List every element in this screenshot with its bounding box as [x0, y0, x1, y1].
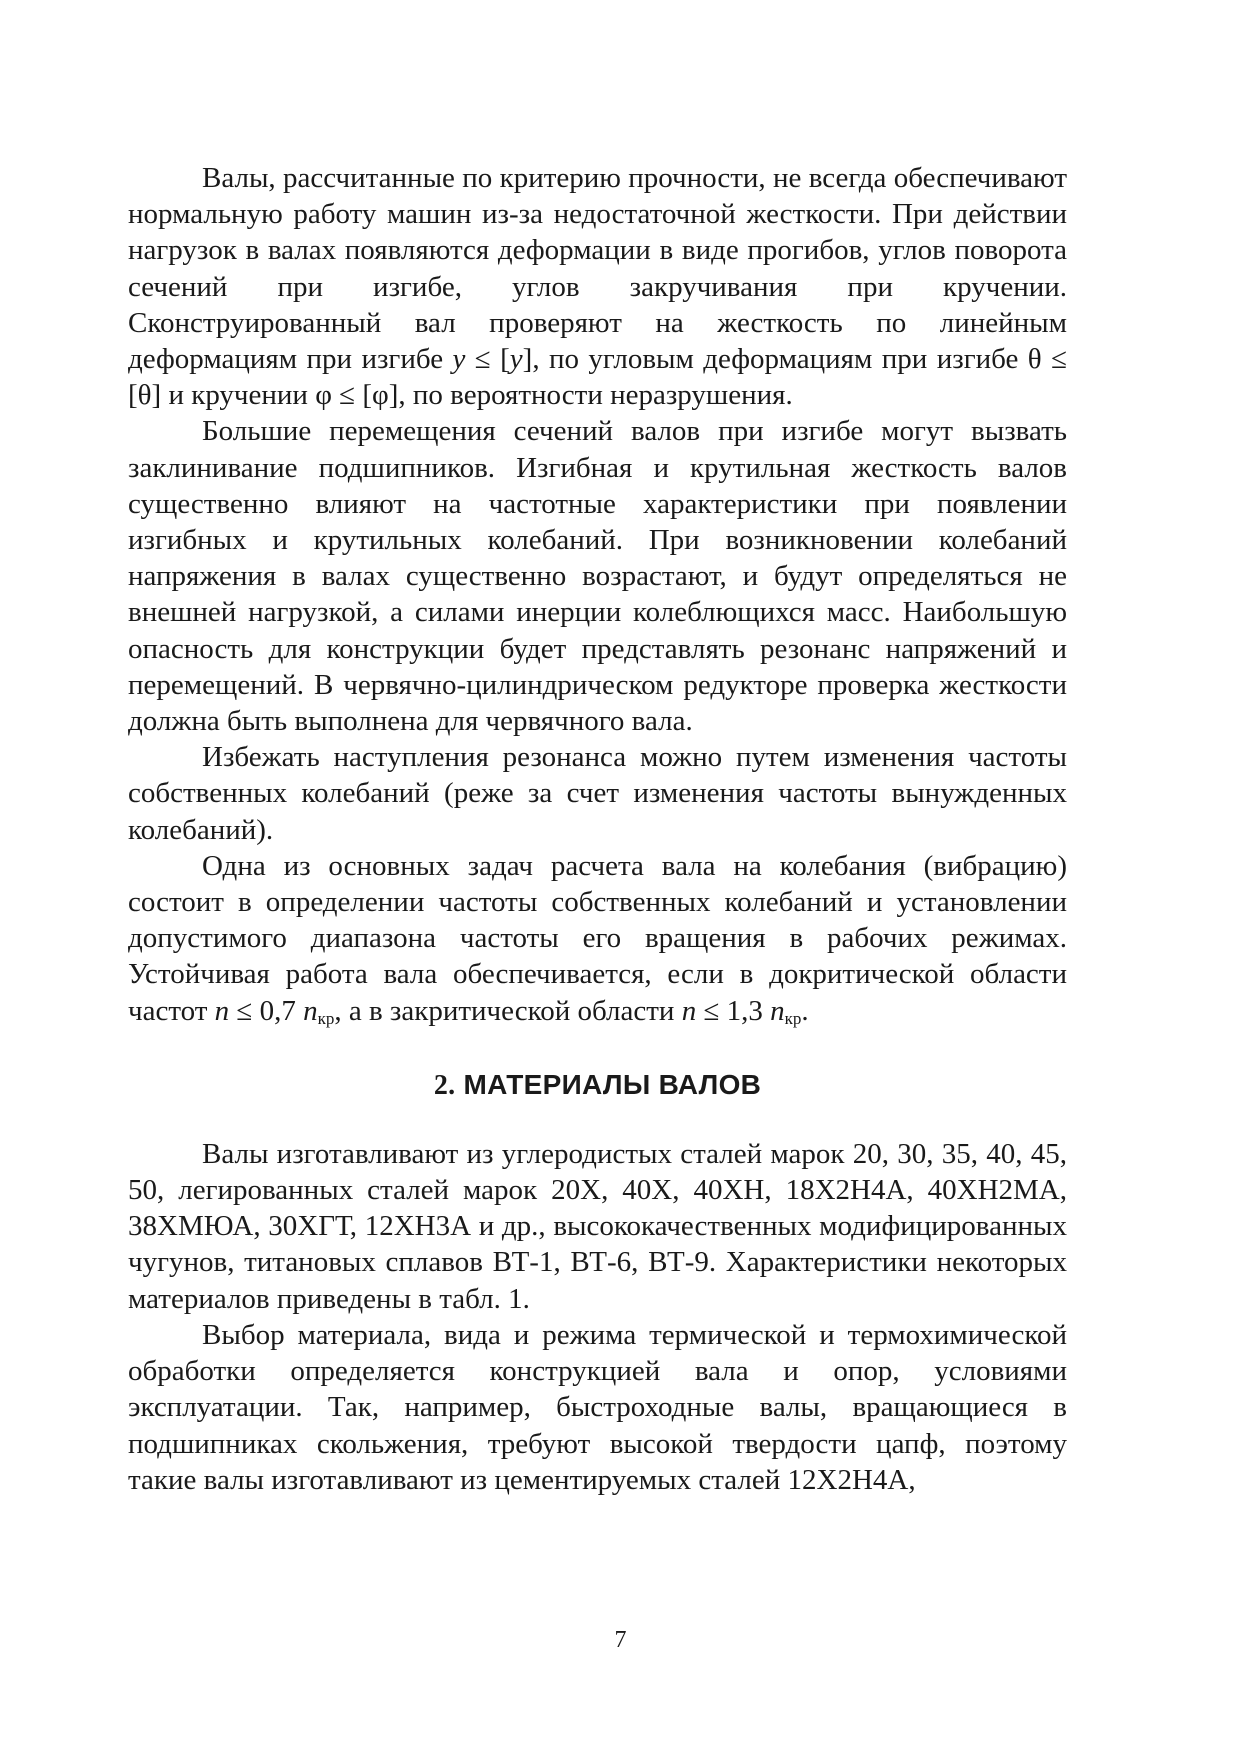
section-title: МАТЕРИАЛЫ ВАЛОВ [463, 1068, 762, 1100]
paragraph-4: Одна из основных задач расчета вала на колебания (вибрацию) состоит в определении частоты собственных колебаний и установлении допустимого диапазона частоты его вращения в рабочих режимах. Устойчивая работа вала обеспечивается, если в докритической области частот n ≤ 0,7 $n_{кр}$, а в закритической области n ≤ 1,3 $n_{кр}$. [128, 849, 1067, 1028]
paragraph-1: Валы, рассчитанные по критерию прочности, не всегда обеспечивают нормальную работу машин из-за недостаточной жесткости. При действии нагрузок в валах появляются деформации в виде прогибов, углов поворота сечений при изгибе, углов закручивания при кручении. Сконструированный вал проверяют на жесткость по линейным деформациям при изгибе y ≤ [y], по угловым деформациям при изгибе θ ≤ [θ] и кручении φ ≤ [φ], по вероятности неразрушения. [128, 162, 1067, 412]
page-number: 7 [614, 1627, 627, 1653]
paragraph-3: Избежать наступления резонанса можно путем изменения частоты собственных колебаний (реже за счет изменения частоты вынужденных колебаний). [128, 741, 1067, 846]
paragraph-6: Выбор материала, вида и режима термической и термохимической обработки определяется конструкцией вала и опор, условиями эксплуатации. Так, например, быстроходные валы, вращающиеся в подшипниках скольжения, требуют высокой твердости цапф, поэтому такие валы изготавливают из цементируемых сталей 12Х2Н4А, [128, 1318, 1067, 1496]
paragraph-5: Валы изготавливают из углеродистых сталей марок 20, 30, 35, 40, 45, 50, легированных сталей марок 20Х, 40Х, 40ХН, 18Х2Н4А, 40ХН2МА, 38ХМЮА, 30ХГТ, 12ХН3А и др., высококачественных модифицированных чугунов, титановых сплавов ВТ-1, ВТ-6, ВТ-9. Характеристики некоторых материалов приведены в табл. 1. [128, 1137, 1067, 1315]
paragraph-2: Большие перемещения сечений валов при изгибе могут вызвать заклинивание подшипников. Изгибная и крутильная жесткость валов существенно влияют на частотные характеристики при появлении изгибных и крутильных колебаний. При возникновении колебаний напряжения в валах существенно возрастают, и будут определяться не внешней нагрузкой, а силами инерции колеблющихся масс. Наибольшую опасность для конструкции будет представлять резонанс напряжений и перемещений. В червячно-цилиндрическом редукторе проверка жесткости должна быть выполнена для червячного вала. [128, 415, 1067, 738]
page-body [128, 160, 1067, 1498]
section-heading [128, 1067, 1067, 1104]
section-number: 2. [433, 1069, 456, 1101]
